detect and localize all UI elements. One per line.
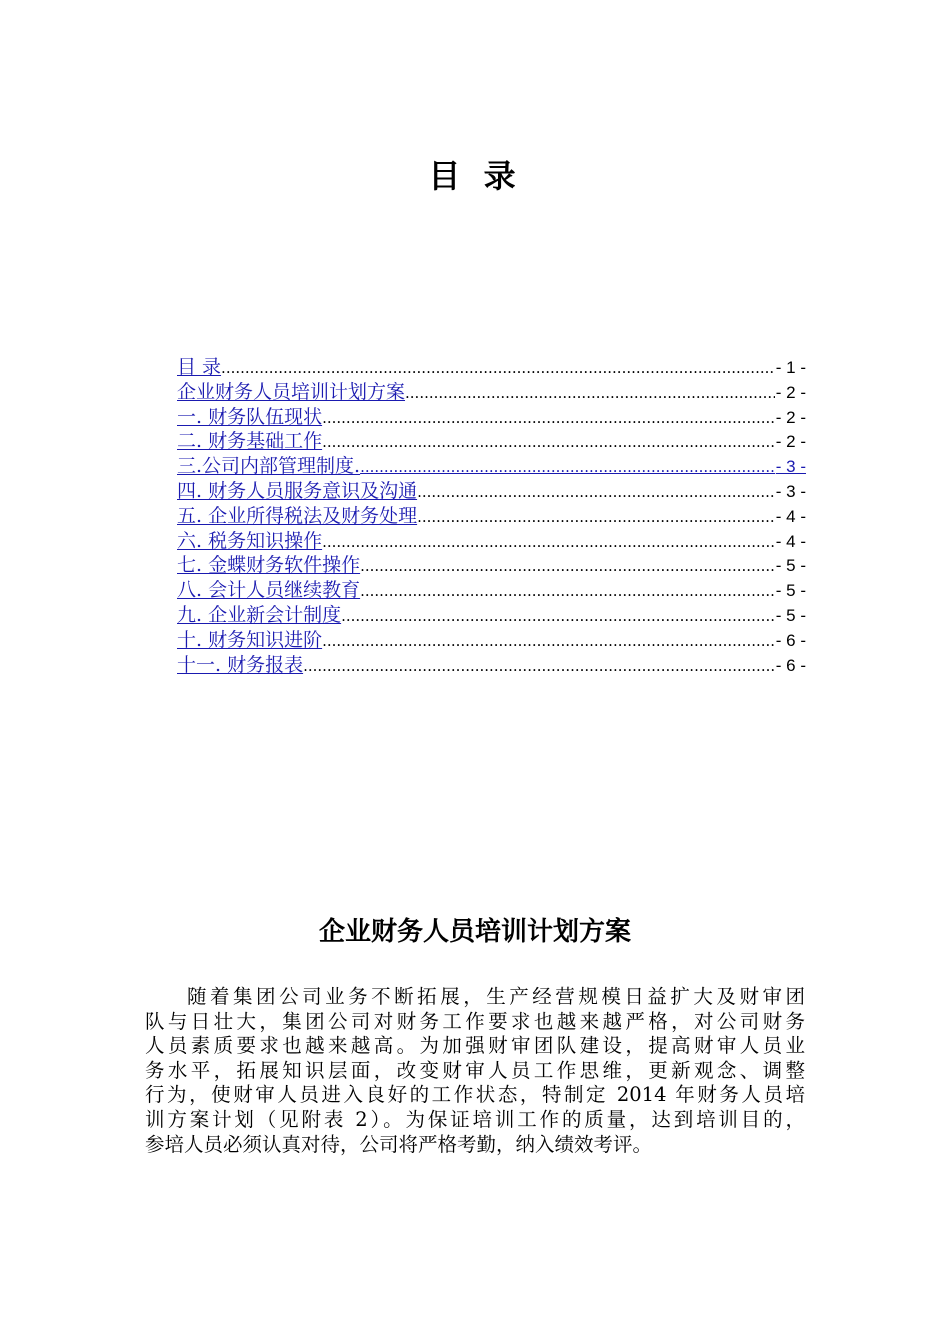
paragraph-line: 行为，使财审人员进入良好的工作状态，特制定 2014 年财务人员培 [145, 1083, 805, 1107]
toc-page-number: - 3 - [775, 457, 806, 477]
toc-entry-active[interactable] [177, 454, 806, 479]
toc-page-number: - 6 - [775, 655, 806, 675]
paragraph-line: 人员素质要求也越来越高。为加强财审团队建设，提高财审人员业 [145, 1034, 805, 1058]
toc-entry[interactable] [177, 653, 806, 678]
toc-leader-dots [360, 579, 775, 604]
toc-page-number: - 2 - [775, 432, 806, 452]
toc-leader-dots [322, 430, 775, 455]
toc-leader-dots [417, 480, 775, 505]
toc-leader-dots [322, 629, 775, 654]
paragraph-line: 随着集团公司业务不断拓展，生产经营规模日益扩大及财审团 [187, 985, 805, 1008]
toc-link[interactable]: 九. 企业新会计制度 [177, 603, 342, 626]
paragraph-line: 队与日壮大，集团公司对财务工作要求也越来越严格，对公司财务 [145, 1009, 805, 1033]
toc-link[interactable]: 七. 金蝶财务软件操作 [177, 554, 361, 577]
toc-page-number: - 5 - [775, 581, 806, 601]
toc-page-number: - 2 - [775, 407, 806, 427]
toc-link[interactable]: 十一. 财务报表 [177, 653, 304, 676]
toc-entry[interactable] [177, 429, 806, 454]
toc-leader-dots [360, 554, 775, 579]
toc-link[interactable]: 四. 财务人员服务意识及沟通 [177, 479, 418, 502]
toc-entry[interactable] [177, 529, 806, 554]
toc-link[interactable]: 三.公司内部管理制度. [177, 455, 361, 478]
toc-entry[interactable] [177, 578, 806, 603]
toc-link[interactable]: 八. 会计人员继续教育 [177, 579, 361, 602]
toc-link[interactable]: 二. 财务基础工作 [177, 430, 323, 453]
toc-heading: 目 录 [428, 157, 522, 195]
toc-link[interactable]: 企业财务人员培训计划方案 [177, 380, 406, 403]
body-paragraph [145, 985, 805, 1157]
toc-link[interactable]: 十. 财务知识进阶 [177, 628, 323, 651]
toc-leader-dots [405, 381, 775, 406]
paragraph-line: 参培人员必须认真对待，公司将严格考勤，纳入绩效考评。 [145, 1132, 653, 1156]
toc-leader-dots [360, 455, 775, 480]
toc-entry[interactable] [177, 355, 806, 380]
toc-leader-dots [417, 505, 775, 530]
toc-entry[interactable] [177, 380, 806, 405]
toc-entry[interactable] [177, 603, 806, 628]
toc-entry[interactable] [177, 405, 806, 430]
toc-link[interactable]: 六. 税务知识操作 [177, 529, 323, 552]
toc-link[interactable]: 五. 企业所得税法及财务处理 [177, 504, 418, 527]
toc-entry[interactable] [177, 504, 806, 529]
document-title: 企业财务人员培训计划方案 [318, 917, 631, 947]
toc-page-number: - 1 - [775, 358, 806, 377]
toc-page-number: - 6 - [775, 630, 806, 650]
toc-page-number: - 4 - [775, 506, 806, 526]
table-of-contents [177, 355, 806, 677]
toc-leader-dots [221, 356, 775, 381]
toc-leader-dots [322, 406, 775, 431]
toc-leader-dots [303, 654, 775, 679]
toc-link[interactable]: 目 录 [177, 356, 222, 378]
toc-entry[interactable] [177, 479, 806, 504]
toc-page-number: - 5 - [775, 556, 806, 576]
paragraph-line: 务水平，拓展知识层面，改变财审人员工作思维，更新观念、调整 [145, 1058, 805, 1082]
paragraph-line: 训方案计划（见附表 2）。为保证培训工作的质量，达到培训目的， [145, 1107, 805, 1131]
toc-link[interactable]: 一. 财务队伍现状 [177, 405, 323, 428]
toc-leader-dots [341, 604, 775, 629]
toc-page-number: - 5 - [775, 605, 806, 625]
toc-leader-dots [322, 530, 775, 555]
toc-page-number: - 3 - [775, 481, 806, 501]
toc-page-number: - 2 - [775, 382, 806, 402]
toc-entry[interactable] [177, 628, 806, 653]
toc-page-number: - 4 - [775, 531, 806, 551]
toc-entry[interactable] [177, 553, 806, 578]
